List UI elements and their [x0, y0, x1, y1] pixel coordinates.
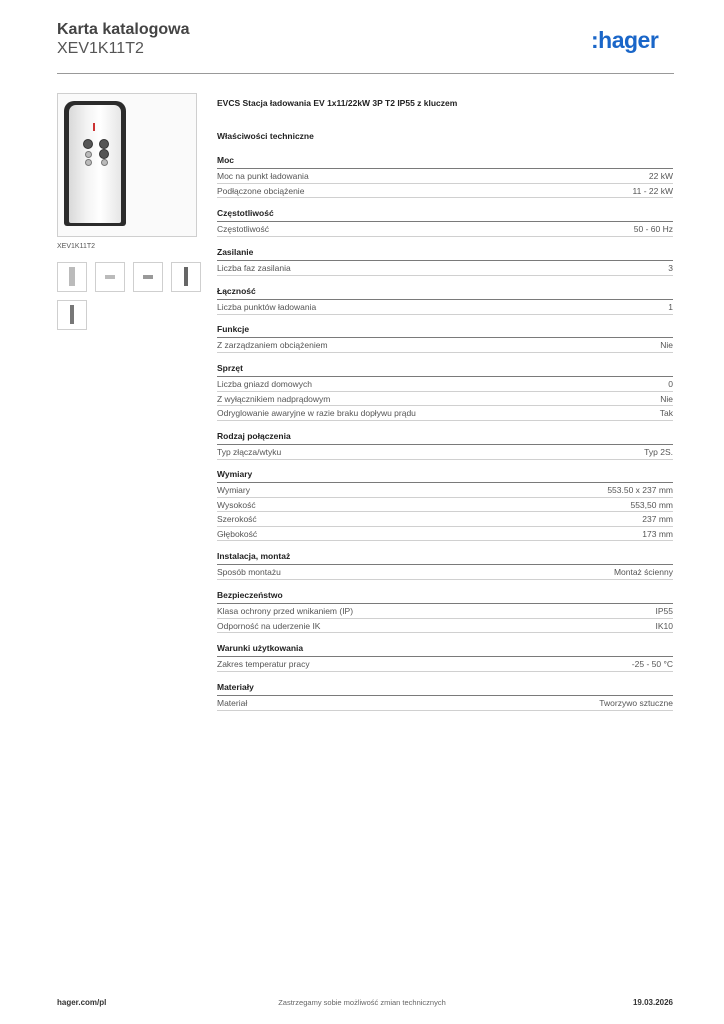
- spec-label: Z zarządzaniem obciążeniem: [217, 340, 328, 350]
- spec-value: Tak: [659, 408, 673, 418]
- spec-label: Sposób montażu: [217, 567, 281, 577]
- spec-row: [217, 445, 673, 460]
- spec-section-connectivity: [217, 286, 673, 315]
- spec-section-moc: [217, 155, 673, 198]
- spec-value: Tworzywo sztuczne: [599, 698, 673, 708]
- spec-value: Nie: [660, 393, 673, 404]
- spec-label: Wysokość: [217, 499, 256, 510]
- thumbnail-bottom[interactable]: [133, 262, 163, 292]
- spec-label: Materiał: [217, 698, 248, 708]
- spec-value: IP55: [655, 606, 673, 616]
- footer-date: 19.03.2026: [632, 998, 673, 1007]
- spec-row: [217, 300, 673, 315]
- spec-row: [217, 696, 673, 711]
- footer-disclaimer: Zastrzegamy sobie możliwość zmian technicznych: [278, 998, 446, 1007]
- spec-row: [217, 184, 673, 199]
- spec-value: 173 mm: [642, 528, 673, 539]
- spec-row: [217, 169, 673, 184]
- spec-label: Typ złącza/wtyku: [217, 447, 282, 457]
- spec-value: -25 - 50 °C: [631, 659, 673, 669]
- spec-row: [217, 261, 673, 276]
- section-title: Warunki użytkowania: [217, 643, 673, 657]
- spec-value: 553,50 mm: [630, 499, 673, 510]
- spec-value: 11 - 22 kW: [632, 185, 673, 196]
- spec-label: Odporność na uderzenie IK: [217, 620, 321, 631]
- section-title: Rodzaj połączenia: [217, 431, 673, 445]
- spec-label: Głębokość: [217, 528, 258, 539]
- spec-value: 3: [668, 263, 673, 273]
- spec-section-operating-conditions: [217, 643, 673, 672]
- spec-value: Nie: [660, 340, 673, 350]
- spec-row: [217, 498, 673, 513]
- hager-logo: :hager: [591, 27, 659, 53]
- spec-value: 0: [668, 379, 673, 389]
- section-title: Moc: [217, 155, 673, 169]
- thumbnail-top[interactable]: [95, 262, 125, 292]
- spec-label: Moc na punkt ładowania: [217, 171, 309, 181]
- product-code: XEV1K11T2: [57, 40, 144, 57]
- spec-row: [217, 512, 673, 527]
- spec-row: [217, 338, 673, 353]
- spec-section-frequency: [217, 208, 673, 237]
- section-title: Materiały: [217, 682, 673, 696]
- header-divider: [57, 73, 674, 74]
- section-title: Sprzęt: [217, 363, 673, 377]
- spec-value: 237 mm: [642, 514, 673, 524]
- spec-label: Liczba faz zasilania: [217, 263, 291, 273]
- section-title: Częstotliwość: [217, 208, 673, 222]
- spec-row: [217, 392, 673, 407]
- spec-value: 22 kW: [648, 171, 673, 181]
- spec-row: [217, 619, 673, 634]
- thumbnail-side[interactable]: [171, 262, 201, 292]
- spec-section-functions: [217, 324, 673, 353]
- section-title: Łączność: [217, 286, 673, 300]
- spec-label: Klasa ochrony przed wnikaniem (IP): [217, 606, 354, 616]
- properties-heading: Właściwości techniczne: [217, 131, 314, 141]
- spec-label: Liczba punktów ładowania: [217, 302, 317, 312]
- spec-section-dimensions: [217, 469, 673, 541]
- spec-value: 553.50 x 237 mm: [607, 485, 673, 495]
- product-image[interactable]: [57, 93, 197, 237]
- spec-section-materials: [217, 682, 673, 711]
- spec-section-safety: [217, 590, 673, 633]
- spec-label: Odryglowanie awaryjne w razie braku dopływu prądu: [217, 408, 416, 418]
- spec-value: Typ 2S.: [644, 447, 673, 457]
- spec-label: Wymiary: [217, 485, 250, 495]
- section-title: Instalacja, montaż: [217, 551, 673, 565]
- spec-section-hardware: [217, 363, 673, 421]
- spec-label: Podłączone obciążenie: [217, 185, 305, 196]
- spec-label: Szerokość: [217, 514, 257, 524]
- spec-row: [217, 377, 673, 392]
- spec-value: IK10: [655, 620, 673, 631]
- spec-label: Zakres temperatur pracy: [217, 659, 310, 669]
- spec-section-connection-type: [217, 431, 673, 460]
- spec-row: [217, 657, 673, 672]
- section-title: Wymiary: [217, 469, 673, 483]
- footer-website-link[interactable]: hager.com/pl: [57, 998, 107, 1007]
- spec-row: [217, 483, 673, 498]
- spec-section-power-supply: [217, 247, 673, 276]
- spec-section-installation: [217, 551, 673, 580]
- section-title: Zasilanie: [217, 247, 673, 261]
- spec-label: Częstotliwość: [217, 224, 269, 234]
- spec-row: [217, 406, 673, 421]
- page-title: Karta katalogowa: [57, 21, 190, 38]
- spec-label: Z wyłącznikiem nadprądowym: [217, 393, 331, 404]
- image-caption: XEV1K11T2: [57, 243, 96, 250]
- spec-row: [217, 527, 673, 542]
- charging-station-illustration: [64, 101, 126, 226]
- spec-value: Montaż ścienny: [613, 567, 673, 577]
- product-name: EVCS Stacja ładowania EV 1x11/22kW 3P T2 IP55 z kluczem: [217, 98, 458, 108]
- thumbnail-front[interactable]: [57, 262, 87, 292]
- spec-row: [217, 565, 673, 580]
- section-title: Bezpieczeństwo: [217, 590, 673, 604]
- spec-label: Liczba gniazd domowych: [217, 379, 312, 389]
- spec-value: 1: [668, 302, 673, 312]
- thumbnail-side-alt[interactable]: [57, 300, 87, 330]
- spec-row: [217, 604, 673, 619]
- section-title: Funkcje: [217, 324, 673, 338]
- spec-row: [217, 222, 673, 237]
- spec-value: 50 - 60 Hz: [633, 224, 673, 234]
